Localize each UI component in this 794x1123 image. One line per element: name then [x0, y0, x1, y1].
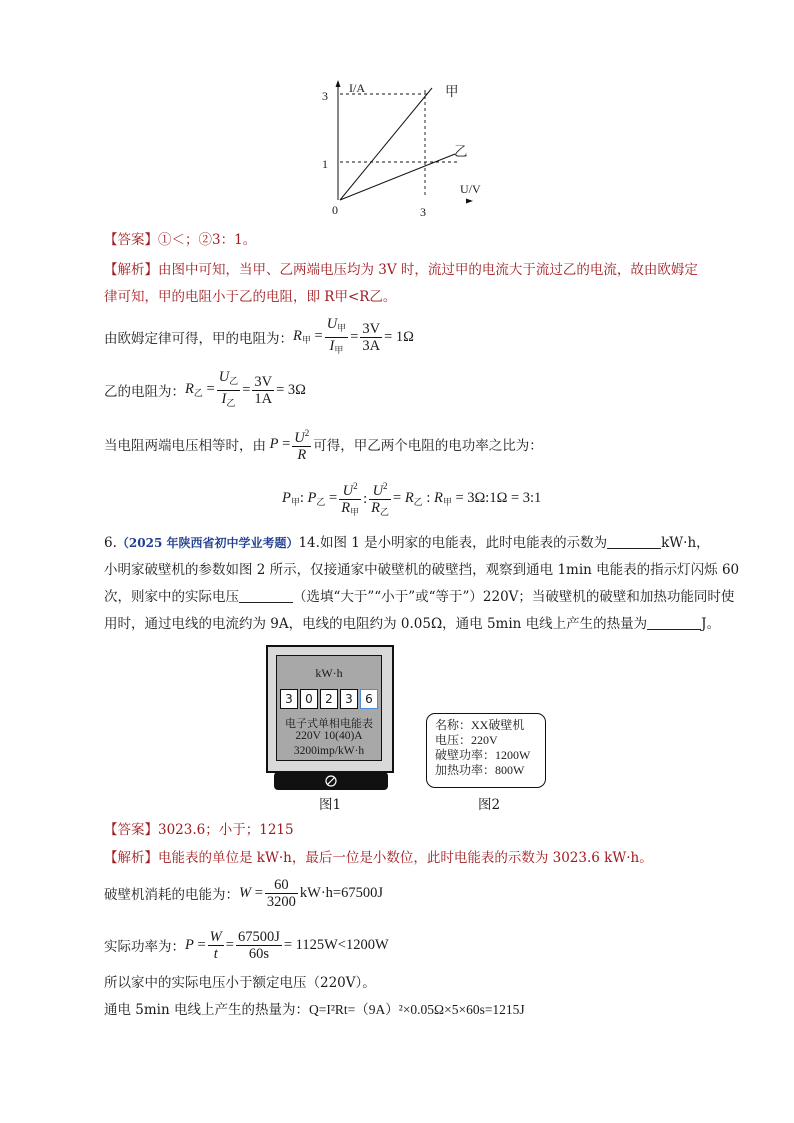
- energy-meter: [266, 645, 394, 773]
- q6-conclusion: 所以家中的实际电压小于额定电压（220V）。: [104, 975, 376, 991]
- power-prefix: 当电阻两端电压相等时，由: [104, 438, 266, 454]
- q6-line1: 6.（2025 年陕西省初中学业考题）14.如图 1 是小明家的电能表，此时电能表的示数为 kW·h，: [104, 535, 710, 551]
- q6-line2: 小明家破壁机的参数如图 2 所示，仅接通家中破壁机的破壁挡，观察到通电 1min 电能表的指示灯闪烁 60: [104, 562, 740, 578]
- x-axis-label: U/V: [460, 182, 481, 196]
- figure2-caption: 图2: [478, 797, 501, 813]
- r-yi-formula: 乙的电阻为： $R_乙$ = $\frac{U_乙}{I_乙}$ = $\frac{3V}{1A}$ = 3Ω: [104, 368, 306, 409]
- power-ratio-formula: $P_甲$: $P_乙$ = $\frac{U^2}{R_甲}$ : $\frac{U^2}{R_乙}$ = $R_乙$ : $R_甲$ = 3Ω:1Ω = 3:1: [282, 478, 541, 520]
- figure1-caption: 图1: [319, 797, 342, 813]
- spec-row: 加热功率：800W: [435, 763, 525, 777]
- y-tick-1: 1: [322, 157, 328, 171]
- power-prefix: 实际功率为：: [104, 939, 185, 955]
- r-jia-prefix: 由欧姆定律可得，甲的电阻为：: [104, 331, 293, 347]
- meter-digit: 3: [280, 689, 298, 709]
- r-yi-prefix: 乙的电阻为：: [104, 384, 185, 400]
- meter-unit: kW·h: [315, 666, 343, 680]
- q5-analysis-line2: 律可知，甲的电阻小于乙的电阻，即 R甲<R乙。: [104, 289, 397, 305]
- line-jia: [340, 88, 432, 200]
- analysis-text: 由图中可知，当甲、乙两端电压均为 3V 时，流过甲的电流大于流过乙的电流，故由欧姆定: [158, 262, 698, 278]
- answer-text: ①＜；②3：1。: [158, 232, 257, 248]
- energy-prefix: 破壁机消耗的电能为：: [104, 887, 239, 903]
- meter-digit: 3: [340, 689, 358, 709]
- heat-prefix: 通电 5min 电线上产生的热量为：: [104, 1002, 309, 1018]
- y-tick-3: 3: [322, 89, 328, 103]
- q6-number: 6.: [104, 535, 117, 551]
- blank-2: [239, 588, 293, 603]
- spec-row: 名称：XX破壁机: [435, 718, 525, 732]
- blender-spec-card: [426, 713, 546, 788]
- q6-answer: [104, 820, 294, 840]
- meter-digit: 2: [320, 689, 338, 709]
- meter-terminal-icon: [274, 772, 388, 790]
- energy-formula: 破壁机消耗的电能为： W = $\frac{60}{3200}$ kW·h=67500J: [104, 876, 383, 910]
- q5-answer: [104, 230, 256, 250]
- x-tick-3: 3: [420, 205, 426, 219]
- analysis-tag: 【解析】: [104, 262, 158, 278]
- heat-formula: Q=I²Rt=（9A）²×0.05Ω×5×60s=1215J: [309, 1002, 525, 1017]
- analysis-tag: 【解析】: [104, 850, 158, 866]
- meter-rating: 220V 10(40)A: [295, 730, 363, 742]
- q6-analysis-line1: [104, 848, 653, 868]
- q6-heat-line: [104, 1000, 525, 1020]
- analysis-text: 电能表的单位是 kW·h，最后一位是小数位，此时电能表的示数为 3023.6 kW·h。: [158, 850, 653, 866]
- power-statement: 当电阻两端电压相等时，由 P = $\frac{U^2}{R}$ 可得，甲乙两个电阻的电功率之比为：: [104, 423, 543, 465]
- answer-tag: 【答案】: [104, 232, 158, 248]
- blank-1: [607, 534, 661, 549]
- meter-digit-decimal: 6: [360, 689, 378, 709]
- r-jia-formula: 由欧姆定律可得，甲的电阻为： $R_甲$ = $\frac{U_甲}{I_甲}$ = $\frac{3V}{3A}$ = 1Ω: [104, 315, 414, 356]
- line-yi-label: 乙: [454, 144, 468, 160]
- blank-3: [647, 615, 701, 630]
- origin-label: 0: [332, 203, 338, 217]
- meter-digit: 0: [300, 689, 318, 709]
- meter-panel: [276, 655, 382, 761]
- q5-analysis-line1: [104, 260, 698, 280]
- line-jia-label: 甲: [445, 84, 459, 100]
- spec-row: 电压：220V: [435, 733, 498, 747]
- spec-row: 破壁功率：1200W: [435, 748, 531, 762]
- q6-source: （2025 年陕西省初中学业考题）: [116, 536, 299, 550]
- q6-line4: 用时，通过电线的电流约为 9A，电线的电阻约为 0.05Ω，通电 5min 电线上产生的热量为 J。: [104, 616, 721, 632]
- y-axis-label: I/A: [349, 81, 365, 95]
- answer-tag: 【答案】: [104, 822, 158, 838]
- meter-name: 电子式单相电能表: [285, 717, 373, 730]
- meter-constant: 3200imp/kW·h: [293, 745, 365, 757]
- power-suffix: 可得，甲乙两个电阻的电功率之比为：: [313, 438, 543, 454]
- actual-power-formula: 实际功率为： P = $\frac{W}{t}$ = $\frac{67500J}{60s}$ = 1125W<1200W: [104, 928, 389, 962]
- answer-text: 3023.6；小于；1215: [158, 822, 294, 838]
- q6-line3: 次，则家中的实际电压 （选填“大于”“小于”或“等于”）220V；当破壁机的破壁和加热功能同时使: [104, 589, 735, 605]
- line-yi: [340, 154, 455, 200]
- meter-base: [274, 772, 388, 790]
